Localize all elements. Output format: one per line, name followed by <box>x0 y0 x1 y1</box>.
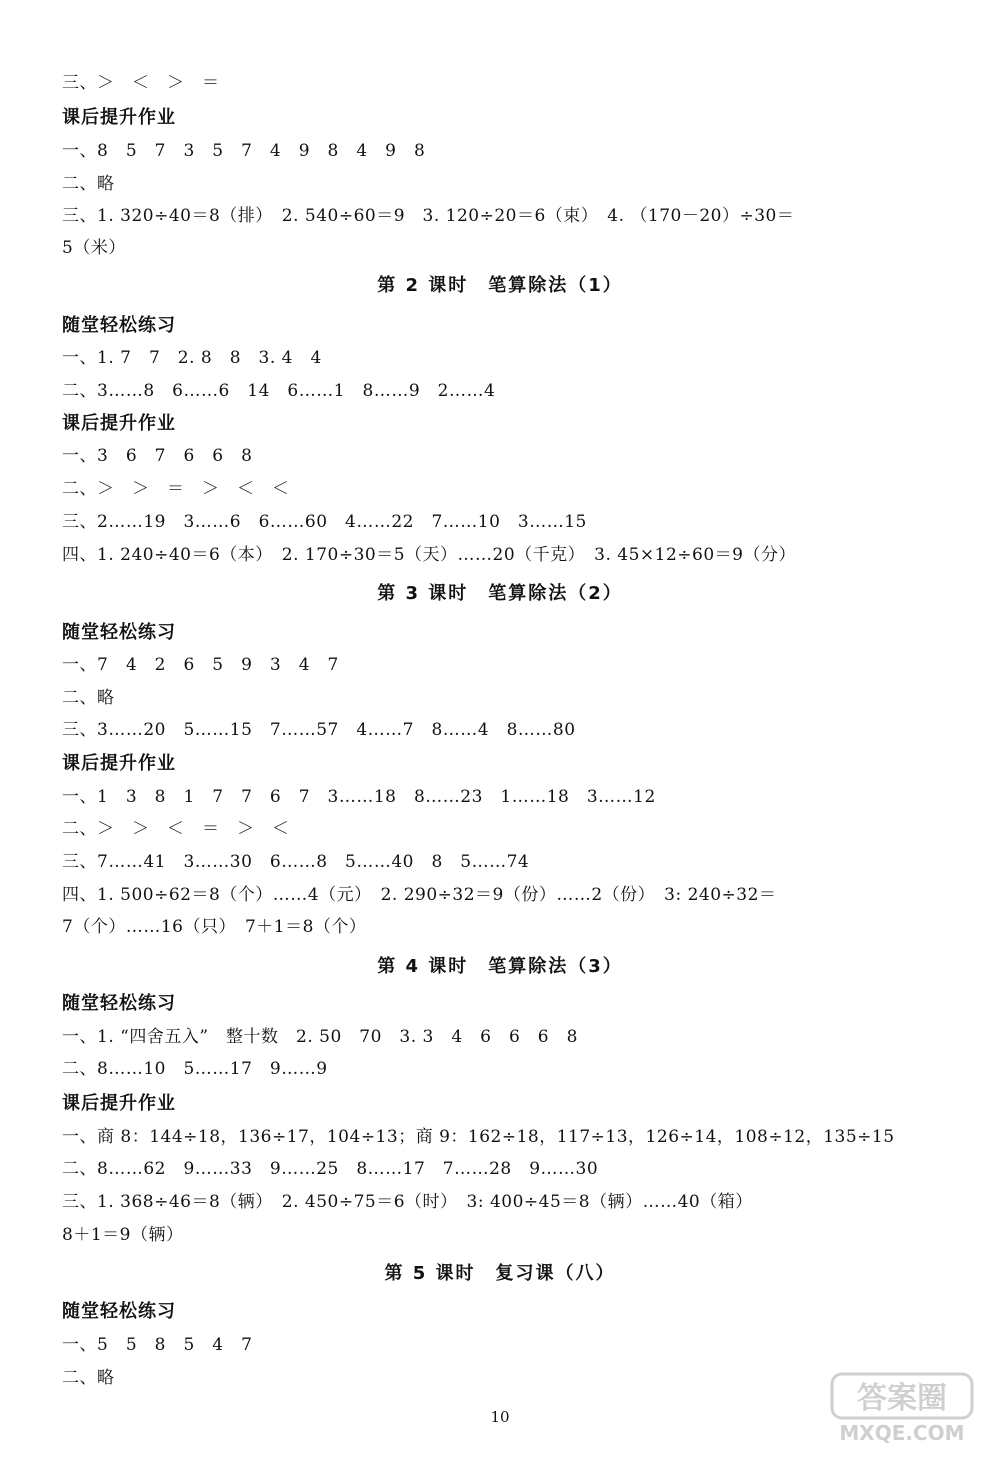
answer-line: 一、1. 7 7 2. 8 8 3. 4 4 <box>62 348 322 368</box>
lesson-heading: 第 3 课时 笔算除法（2） <box>377 583 623 604</box>
lesson-heading: 第 5 课时 复习课（八） <box>384 1263 616 1284</box>
answer-line: 二、＞ ＞ ＜ ＝ ＞ ＜ <box>62 819 290 839</box>
answer-line: 三、＞ ＜ ＞ ＝ <box>62 73 220 93</box>
answer-line: 二、＞ ＞ ＝ ＞ ＜ ＜ <box>62 479 290 499</box>
answer-line-continued: 5（米） <box>62 238 126 258</box>
answer-line: 四、1. 500÷62＝8（个）……4（元） 2. 290÷32＝9（份）……2（份） 3: 240÷32＝ <box>62 885 777 905</box>
answer-line: 二、8……10 5……17 9……9 <box>62 1059 328 1079</box>
answer-line: 一、3 6 7 6 6 8 <box>62 446 253 466</box>
answer-line-continued: 7（个）……16（只） 7＋1＝8（个） <box>62 917 367 937</box>
answer-line: 三、1. 368÷46＝8（辆） 2. 450÷75＝6（时） 3: 400÷45＝8（辆）……40（箱） <box>62 1192 753 1212</box>
answer-line: 一、7 4 2 6 5 9 3 4 7 <box>62 655 339 675</box>
answer-line: 一、5 5 8 5 4 7 <box>62 1335 253 1355</box>
answer-line: 三、3……20 5……15 7……57 4……7 8……4 8……80 <box>62 720 576 740</box>
answer-line: 一、8 5 7 3 5 7 4 9 8 4 9 8 <box>62 141 426 161</box>
answer-line: 二、略 <box>62 174 115 194</box>
answer-line: 二、略 <box>62 1368 115 1388</box>
answer-line: 四、1. 240÷40＝6（本） 2. 170÷30＝5（天）……20（千克） 3. 45×12÷60＝9（分） <box>62 545 796 565</box>
section-title-practice: 随堂轻松练习 <box>62 993 176 1014</box>
answer-line: 一、1 3 8 1 7 7 6 7 3……18 8……23 1……18 3……12 <box>62 787 656 807</box>
section-title-homework: 课后提升作业 <box>62 753 176 774</box>
section-title-homework: 课后提升作业 <box>62 1093 176 1114</box>
svg-text:答案圈: 答案圈 <box>857 1381 947 1416</box>
svg-text:MXQE.COM: MXQE.COM <box>839 1421 965 1445</box>
lesson-heading: 第 2 课时 笔算除法（1） <box>377 275 623 296</box>
answer-line: 二、略 <box>62 688 115 708</box>
answer-line-continued: 8＋1＝9（辆） <box>62 1225 184 1245</box>
watermark-logo <box>828 1370 978 1446</box>
lesson-heading: 第 4 课时 笔算除法（3） <box>377 956 623 977</box>
page-number: 10 <box>490 1408 510 1426</box>
answer-line: 一、商 8：144÷18，136÷17，104÷13；商 9：162÷18，117÷13，126÷14，108÷12，135÷15 <box>62 1127 895 1147</box>
answer-line: 一、1. “四舍五入” 整十数 2. 50 70 3. 3 4 6 6 6 8 <box>62 1027 578 1047</box>
section-title-practice: 随堂轻松练习 <box>62 622 176 643</box>
section-title-practice: 随堂轻松练习 <box>62 1301 176 1322</box>
answer-line: 三、7……41 3……30 6……8 5……40 8 5……74 <box>62 852 530 872</box>
section-title-homework: 课后提升作业 <box>62 107 176 128</box>
section-title-homework: 课后提升作业 <box>62 413 176 434</box>
answer-line: 三、1. 320÷40＝8（排） 2. 540÷60＝9 3. 120÷20＝6（束） 4. （170－20）÷30＝ <box>62 206 795 226</box>
section-title-practice: 随堂轻松练习 <box>62 315 176 336</box>
answer-line: 二、3……8 6……6 14 6……1 8……9 2……4 <box>62 381 496 401</box>
answer-line: 二、8……62 9……33 9……25 8……17 7……28 9……30 <box>62 1159 599 1179</box>
answer-line: 三、2……19 3……6 6……60 4……22 7……10 3……15 <box>62 512 587 532</box>
